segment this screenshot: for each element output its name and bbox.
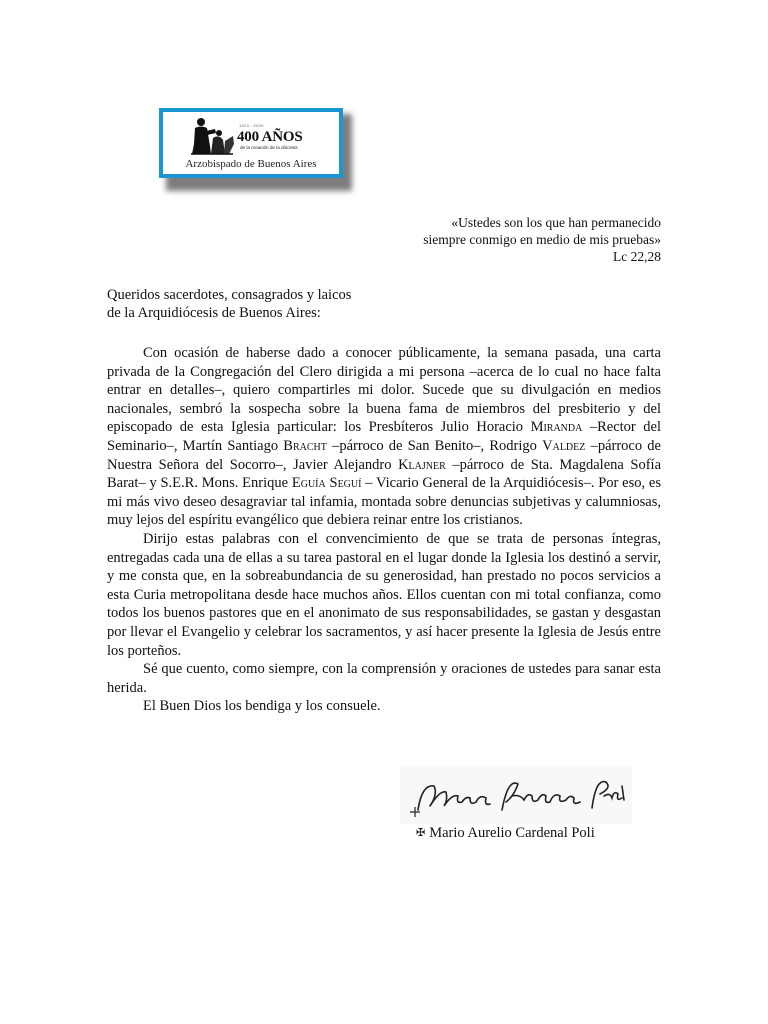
logo-anniversary: 400 AÑOS <box>237 129 303 145</box>
handwritten-signature <box>400 766 632 824</box>
signer-name: Mario Aurelio Cardenal Poli <box>429 825 595 841</box>
paragraph: Dirijo estas palabras con el convencimiento de que se trata de personas íntegras, entregadas cada una de ellas a su tarea pastoral en el lugar donde la Iglesia los destinó a servir, y me consta que, en la sobreabundancia de su generosidad, han prestado no pocos servicios a esta Curia metropolitana desde hace muchos años. Ellos cuentan con mi total confianza, como todos los buenos pastores que en el anonimato de sus responsabilidades, se gastan y desgastan por llevar el Evangelio y celebrar los sacramentos, y así hacer presente la Iglesia de Jesús entre los porteños. <box>107 530 661 659</box>
logo-name: Arzobispado de Buenos Aires <box>185 158 317 170</box>
text-run: –párroco de Nuestra Señora del Socorro–, Javier Alejandro <box>107 437 661 473</box>
logo-subtitle: de la creación de la diócesis <box>240 145 298 150</box>
text-run: –párroco de San Benito–, Rodrigo <box>326 437 543 454</box>
salutation-line: Queridos sacerdotes, consagrados y laicos <box>107 287 352 303</box>
maltese-cross-icon: ✠ <box>416 827 426 839</box>
paragraph <box>107 344 661 530</box>
priest-name: Klajner <box>398 456 446 473</box>
text-run: – Vicario General de la Arquidiócesis–. Por eso, es mi más vivo deseo desagraviar tal infamia, montada sobre denuncias subjetivas y calumniosas, muy lejos del espíritu evangélico que debiera reinar entre los cristianos. <box>107 475 661 529</box>
logo-years: 1620 - 2020 <box>239 123 264 128</box>
archdiocese-logo <box>159 108 343 178</box>
bishop-name: Eguía Seguí <box>291 475 362 492</box>
epigraph <box>423 214 661 265</box>
priest-name: Bracht <box>283 437 327 454</box>
priest-name: Miranda <box>530 419 583 436</box>
priest-name: Valdez <box>542 437 586 454</box>
epigraph-reference: Lc 22,28 <box>613 249 661 264</box>
text-run: Con ocasión de haberse dado a conocer públicamente, la semana pasada, una carta privada de la Congregación del Clero dirigida a mi persona –acerca de lo cual no hace falta entrar en detalles–, quiero compartirles mi dolor. Sucede que su divulgación en medios nacionales, sembró la sospecha sobre la buena fama de miembros del presbiterio y del episcopado de esta Iglesia particular: los Presbíteros Julio Horacio <box>107 345 661 436</box>
salutation-line: de la Arquidiócesis de Buenos Aires: <box>107 305 321 321</box>
saint-figure-icon <box>189 116 235 156</box>
letter-body <box>107 344 661 716</box>
epigraph-line: siempre conmigo en medio de mis pruebas» <box>423 232 661 247</box>
epigraph-line: «Ustedes son los que han permanecido <box>451 215 661 230</box>
paragraph: El Buen Dios los bendiga y los consuele. <box>143 698 381 715</box>
signer <box>416 824 595 842</box>
salutation <box>107 286 351 322</box>
text-run: –Rector del Seminario–, Martín Santiago <box>107 419 661 454</box>
text-run: –párroco de Sta. Magdalena Sofía Barat– y S.E.R. Mons. Enrique <box>107 456 662 492</box>
paragraph: Sé que cuento, como siempre, con la comprensión y oraciones de ustedes para sanar esta herida. <box>107 661 661 696</box>
